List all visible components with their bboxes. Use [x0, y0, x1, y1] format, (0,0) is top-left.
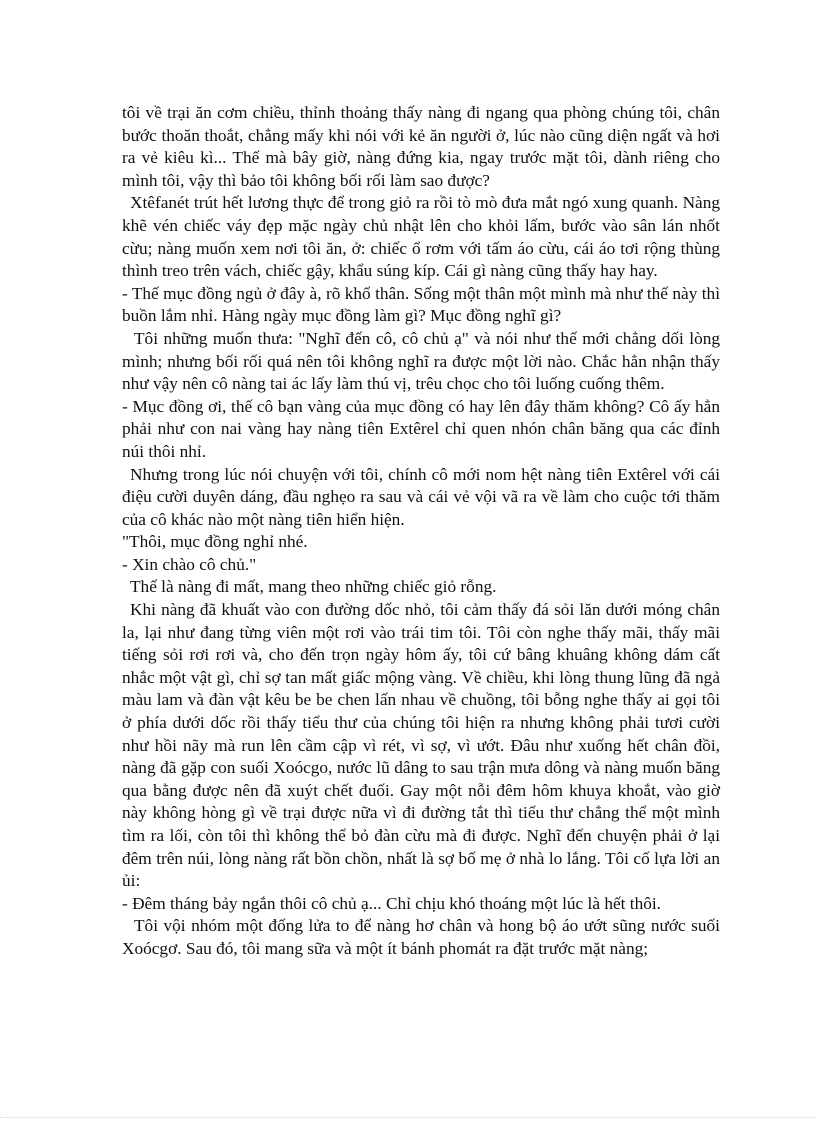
paragraph-10: Khi nàng đã khuất vào con đường dốc nhỏ, tôi cảm thấy đá sỏi lăn dưới móng chân la, lại như đang từng viên một rơi vào trái tim tôi. Tôi còn nghe thấy mãi, thấy mãi tiếng sỏi rơi rơi và, cho đến trọn ngày hôm ấy, tôi cứ bâng khuâng không dám cất nhắc một vật gì, chỉ sợ tan mất giấc mộng vàng. Về chiều, khi lòng thung lũng đã ngả màu lam và đàn vật kêu be be chen lấn nhau về chuồng, tôi bỗng nghe thấy ai gọi tôi ở phía dưới dốc rồi thấy tiểu thư của chúng tôi hiện ra nhưng không phải tươi cười như hồi nãy mà run lên cầm cập vì rét, vì sợ, vì ướt. Đâu như xuống hết chân đồi, nàng đã gặp con suối Xoócgo, nước lũ dâng to sau trận mưa dông và nàng muốn băng qua bằng được nên đã xuýt chết đuối. Gay một nỗi đêm hôm khuya khoắt, vào giờ này không hòng gì về trại được nữa vì đi đường tắt thì tiểu thư chẳng thể một mình tìm ra lối, còn tôi thì không thể bỏ đàn cừu mà đi được. Nghĩ đến chuyện phải ở lại đêm trên núi, lòng nàng rất bồn chồn, nhất là sợ bố mẹ ở nhà lo lắng. Tôi cố lựa lời an ủi:: [122, 600, 720, 891]
paragraph-5: - Mục đồng ơi, thế cô bạn vàng của mục đồng có hay lên đây thăm không? Cô ấy hẳn phải như con nai vàng hay nàng tiên Extêrel chỉ quen nhón chân băng qua các đỉnh núi thôi nhỉ.: [122, 396, 720, 461]
paragraph-3: - Thế mục đồng ngủ ở đây à, rõ khổ thân. Sống một thân một mình mà như thế này thì buồn lắm nhỉ. Hàng ngày mục đồng làm gì? Mục đồng nghĩ gì?: [122, 283, 720, 326]
paragraph-6: Nhưng trong lúc nói chuyện với tôi, chính cô mới nom hệt nàng tiên Extêrel với cái điệu cười duyên dáng, đầu nghẹo ra sau và cái vẻ vội vã ra về làm cho cuộc tới thăm của cô khác nào một nàng tiên hiển hiện.: [122, 464, 720, 529]
paragraph-7: "Thôi, mục đồng nghỉ nhé.: [122, 532, 308, 552]
paragraph-12: Tôi vội nhóm một đống lửa to để nàng hơ chân và hong bộ áo ướt sũng nước suối Xoócgơ. Sau đó, tôi mang sữa và một ít bánh phomát ra đặt trước mặt nàng;: [122, 916, 720, 958]
paragraph-9: Thế là nàng đi mất, mang theo những chiếc giỏ rỗng.: [130, 577, 497, 597]
paragraph-8: - Xin chào cô chủ.": [122, 554, 257, 574]
body-text: [122, 102, 720, 961]
paragraph-4: Tôi những muốn thưa: "Nghĩ đến cô, cô chủ ạ" và nói như thế mới chẳng dối lòng mình; nhưng bối rối quá nên tôi không nghĩ ra được một lời nào. Chắc hẳn nhận thấy như vậy nên cô nàng tai ác lấy làm thú vị, trêu chọc cho tôi luống cuống thêm.: [122, 328, 720, 394]
paragraph-1: tôi về trại ăn cơm chiều, thỉnh thoảng thấy nàng đi ngang qua phòng chúng tôi, chân bước thoăn thoắt, chẳng mấy khi nói với kẻ ăn người ở, lúc nào cũng diện ngất và hơi ra vẻ kiêu kì... Thế mà bây giờ, nàng đứng kia, ngay trước mặt tôi, dành riêng cho mình tôi, vậy thì bảo tôi không bối rối làm sao được?: [122, 103, 720, 190]
paragraph-11: - Đêm tháng bảy ngắn thôi cô chủ ạ... Chỉ chịu khó thoáng một lúc là hết thôi.: [122, 893, 661, 913]
paragraph-2: Xtêfanét trút hết lương thực để trong giỏ ra rồi tò mò đưa mắt ngó xung quanh. Nàng khẽ vén chiếc váy đẹp mặc ngày chủ nhật lên cho khỏi lấm, bước vào sân lán nhốt cừu; nàng muốn xem nơi tôi ăn, ở: chiếc ổ rơm với tấm áo cừu, cái áo tơi rộng thùng thình treo trên vách, chiếc gậy, khẩu súng kíp. Cái gì nàng cũng thấy hay hay.: [122, 193, 720, 281]
